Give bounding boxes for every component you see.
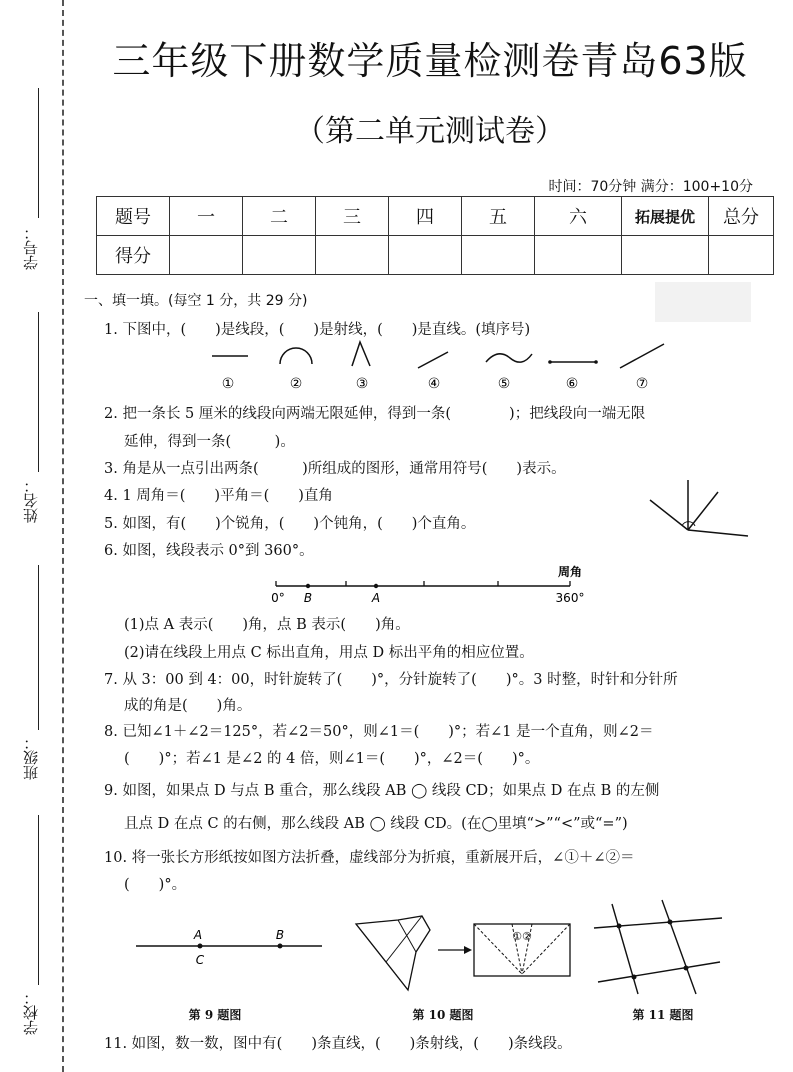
class-label: 班级： bbox=[22, 735, 40, 780]
question-7-cont: 成的角是( )角。 bbox=[124, 698, 252, 714]
svg-text:周角: 周角 bbox=[557, 565, 583, 579]
q5-angle-figure bbox=[648, 478, 752, 542]
question-4: 4. 1 周角＝( )平角＝( )直角 bbox=[104, 488, 333, 504]
question-7: 7. 从 3：00 到 4：00，时针旋转了( )°，分针旋转了( )°。3 时整，时针和分针所 bbox=[104, 672, 678, 688]
score-cell[interactable] bbox=[462, 236, 535, 275]
school-label: 学校： bbox=[22, 990, 40, 1035]
fig-ray bbox=[418, 352, 448, 368]
question-10: 10. 将一张长方形纸按如图方法折叠，虚线部分为折痕，重新展开后，∠①＋∠②＝ bbox=[104, 850, 635, 866]
score-row-label: 得分 bbox=[97, 236, 170, 275]
svg-text:B: B bbox=[303, 591, 313, 605]
score-header-cell: 五 bbox=[462, 197, 535, 236]
q1-label: ④ bbox=[427, 376, 441, 392]
score-header-cell: 三 bbox=[316, 197, 389, 236]
name-label: 姓名： bbox=[22, 478, 40, 523]
question-2: 2. 把一条长 5 厘米的线段向两端无限延伸，得到一条( )；把线段向一端无限 bbox=[104, 406, 646, 422]
q1-label: ③ bbox=[355, 376, 369, 392]
score-table bbox=[96, 196, 774, 275]
score-cell[interactable] bbox=[389, 236, 462, 275]
fig-ray-2 bbox=[620, 344, 664, 368]
point-a bbox=[374, 584, 378, 588]
question-5: 5. 如图，有( )个锐角，( )个钝角，( )个直角。 bbox=[104, 516, 476, 532]
figure-10 bbox=[356, 912, 572, 994]
svg-text:①②: ①② bbox=[512, 930, 532, 943]
question-11: 11. 如图，数一数，图中有( )条直线，( )条射线，( )条线段。 bbox=[104, 1036, 572, 1052]
score-header-cell: 二 bbox=[243, 197, 316, 236]
q1-label: ⑤ bbox=[497, 376, 511, 392]
q1-figures bbox=[200, 336, 680, 396]
score-header-cell: 总分 bbox=[709, 197, 774, 236]
question-2-cont: 延伸，得到一条( )。 bbox=[124, 434, 295, 450]
school-line bbox=[38, 815, 39, 985]
class-line bbox=[38, 565, 39, 730]
svg-text:A: A bbox=[193, 928, 203, 942]
shaded-box bbox=[655, 282, 751, 322]
figure-9-caption: 第 9 题图 bbox=[188, 1008, 242, 1022]
svg-text:B: B bbox=[275, 928, 285, 942]
student-no-line bbox=[38, 88, 39, 218]
student-no-label: 学号： bbox=[22, 225, 40, 270]
section-heading: 一、填一填。(每空 1 分，共 29 分) bbox=[84, 293, 308, 309]
figure-11-caption: 第 11 题图 bbox=[632, 1008, 694, 1022]
svg-text:0°: 0° bbox=[271, 591, 285, 605]
question-10-cont: ( )°。 bbox=[124, 877, 187, 893]
fig-curve bbox=[486, 354, 532, 362]
figure-9 bbox=[136, 926, 326, 970]
question-6-part1: (1)点 A 表示( )角，点 B 表示( )角。 bbox=[124, 617, 410, 633]
question-6-part2: (2)请在线段上用点 C 标出直角，用点 D 标出平角的相应位置。 bbox=[124, 645, 534, 661]
score-cell[interactable] bbox=[622, 236, 709, 275]
q1-label: ① bbox=[221, 376, 235, 392]
binding-dashed-line bbox=[62, 0, 64, 1072]
score-cell[interactable] bbox=[535, 236, 622, 275]
figure-11 bbox=[590, 900, 726, 996]
svg-text:C: C bbox=[195, 953, 205, 967]
question-9-cont: 且点 D 在点 C 的右侧，那么线段 AB ◯ 线段 CD。(在◯里填“>”“<”或“=”) bbox=[124, 816, 628, 832]
point-b bbox=[306, 584, 310, 588]
q1-label: ② bbox=[289, 376, 303, 392]
page-title: 三年级下册数学质量检测卷青岛63版 bbox=[112, 39, 748, 83]
score-cell[interactable] bbox=[170, 236, 243, 275]
score-cell[interactable] bbox=[316, 236, 389, 275]
page-subtitle: （第二单元测试卷） bbox=[295, 114, 565, 149]
score-header-cell: 一 bbox=[170, 197, 243, 236]
score-cell[interactable] bbox=[709, 236, 774, 275]
question-9: 9. 如图，如果点 D 与点 B 重合，那么线段 AB ◯ 线段 CD；如果点 D 在点 B 的左侧 bbox=[104, 783, 660, 799]
q6-number-line bbox=[270, 566, 610, 610]
figure-10-caption: 第 10 题图 bbox=[412, 1008, 474, 1022]
score-header-cell: 拓展提优 bbox=[622, 197, 709, 236]
svg-text:360°: 360° bbox=[555, 591, 585, 605]
question-1: 1. 下图中，( )是线段，( )是射线，( )是直线。(填序号) bbox=[104, 322, 531, 338]
question-8: 8. 已知∠1＋∠2＝125°，若∠2＝50°，则∠1＝( )°；若∠1 是一个直角，则∠2＝ bbox=[104, 724, 654, 740]
score-header-cell: 四 bbox=[389, 197, 462, 236]
score-cell[interactable] bbox=[243, 236, 316, 275]
question-6: 6. 如图，线段表示 0°到 360°。 bbox=[104, 543, 314, 559]
fig-angle bbox=[352, 342, 370, 366]
question-8-cont: ( )°；若∠1 是∠2 的 4 倍，则∠1＝( )°，∠2＝( )°。 bbox=[124, 751, 540, 767]
q1-label: ⑦ bbox=[635, 376, 649, 392]
exam-meta: 时间：70分钟 满分：100+10分 bbox=[548, 179, 753, 195]
score-header-cell: 六 bbox=[535, 197, 622, 236]
name-line bbox=[38, 312, 39, 472]
question-3: 3. 角是从一点引出两条( )所组成的图形，通常用符号( )表示。 bbox=[104, 461, 566, 477]
svg-text:A: A bbox=[371, 591, 381, 605]
q1-label: ⑥ bbox=[565, 376, 579, 392]
fig-arc bbox=[280, 348, 312, 364]
score-header-cell: 题号 bbox=[97, 197, 170, 236]
